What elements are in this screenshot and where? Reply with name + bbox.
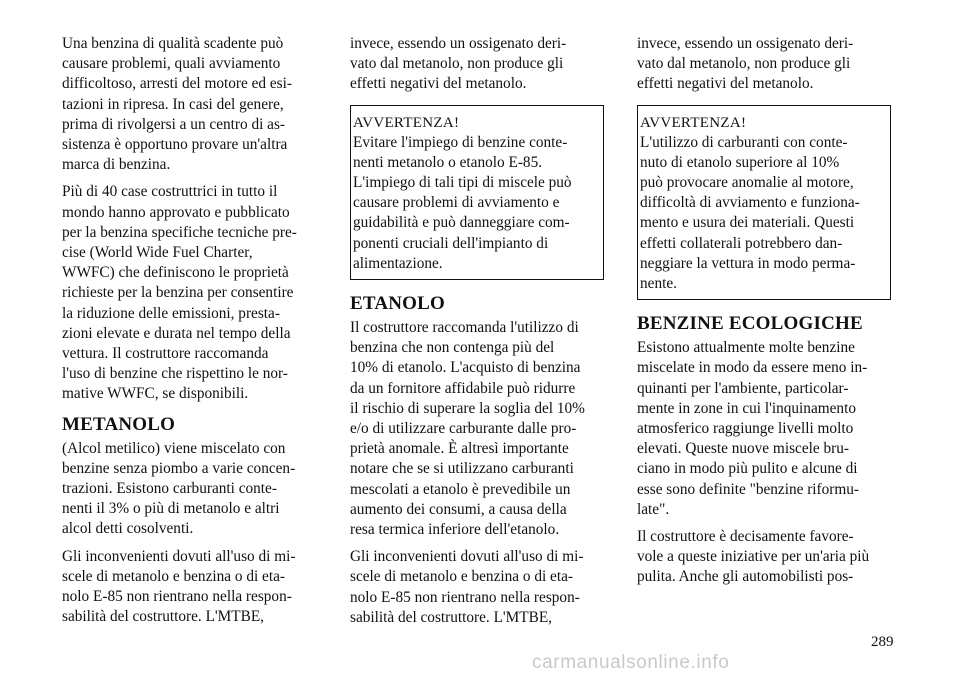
paragraph: Esistono attualmente molte benzine miscelate in modo da essere meno in- quinanti per l'ambiente, particolar- mente in zone in cui l'inquinamento atmosferico raggiunge livelli molto elevati. Queste nuove miscele bru- ciano in modo più pulito e alcune di esse sono definite "benzine riformu- late". — [637, 339, 868, 518]
paragraph: Più di 40 case costruttrici in tutto il mondo hanno approvato e pubblicato per la benzina specifiche tecniche pre- cise (World Wide Fuel Charter, WWFC) che definiscono le proprietà richieste per la benzina per consentire la riduzione delle emissioni, presta- zioni elevate e durata nel tempo della vettura. Il costruttore raccomanda l'uso di benzine che rispettino le nor- mative WWFC, se disponibili. — [62, 183, 297, 403]
warning-title: AVVERTENZA! — [353, 114, 460, 131]
section-heading-etanolo: ETANOLO — [350, 293, 446, 315]
section-heading-benzine-ecologiche: BENZINE ECOLOGICHE — [637, 313, 863, 335]
text-column-1 — [62, 34, 316, 634]
warning-title: AVVERTENZA! — [640, 114, 747, 131]
warning-box — [350, 105, 604, 280]
page-number: 289 — [871, 634, 894, 650]
paragraph: Gli inconvenienti dovuti all'uso di mi- scele di metanolo e benzina o di eta- nolo E-85 non rientrano nella respon- sabilità del costruttore. L'MTBE, — [62, 547, 296, 626]
section-heading-metanolo: METANOLO — [62, 413, 176, 435]
paragraph: Il costruttore raccomanda l'utilizzo di benzina che non contenga più del 10% di etanolo. L'acquisto di benzina da un fornitore affidabile può ridurre il rischio di superare la soglia del 10% e/o di utilizzare carburante dalle pro- prietà anomale. È altresì importante notare che se si utilizzano carburanti mescolati a etanolo è prevedibile un aumento dei consumi, a causa della resa termica inferiore dell'etanolo. — [350, 319, 585, 539]
paragraph: Gli inconvenienti dovuti all'uso di mi- scele di metanolo e benzina o di eta- nolo E-85 non rientrano nella respon- sabilità del costruttore. L'MTBE, — [350, 548, 584, 626]
paragraph: invece, essendo un ossigenato deri- vato dal metanolo, non produce gli effetti negativi del metanolo. — [637, 35, 854, 93]
warning-box — [637, 105, 891, 301]
warning-text: Evitare l'impiego di benzine conte- nenti metanolo o etanolo E-85. L'impiego di tali tipi di miscele può causare problemi di avviamento e guidabilità e può danneggiare com- ponenti cruciali dell'impianto di alimentazione. — [353, 133, 572, 272]
watermark: carmanualsonline.info — [532, 652, 730, 673]
paragraph: Il costruttore è decisamente favore- vole a queste iniziative per un'aria più pulita. Anche gli automobilisti pos- — [637, 528, 870, 586]
text-column-2 — [350, 34, 604, 635]
paragraph: Una benzina di qualità scadente può causare problemi, quali avviamento difficoltoso, arresti del motore ed esi- tazioni in ripresa. In casi del genere, prima di rivolgersi a un centro di as- sistenza è opportuno provare un'altra marca di benzina. — [62, 35, 292, 174]
paragraph: invece, essendo un ossigenato deri- vato dal metanolo, non produce gli effetti negativi del metanolo. — [350, 35, 567, 93]
paragraph: (Alcol metilico) viene miscelato con benzine senza piombo a varie concen- trazioni. Esistono carburanti conte- nenti il 3% o più di metanolo e altri alcol detti cosolventi. — [62, 439, 296, 538]
text-column-3 — [637, 34, 891, 595]
warning-text: L'utilizzo di carburanti con conte- nuto di etanolo superiore al 10% può provocare anomalie al motore, difficoltà di avviamento e funziona- mento e usura dei materiali. Questi effetti collaterali potrebbero dan- neggiare la vettura in modo perma- nente. — [640, 133, 860, 293]
